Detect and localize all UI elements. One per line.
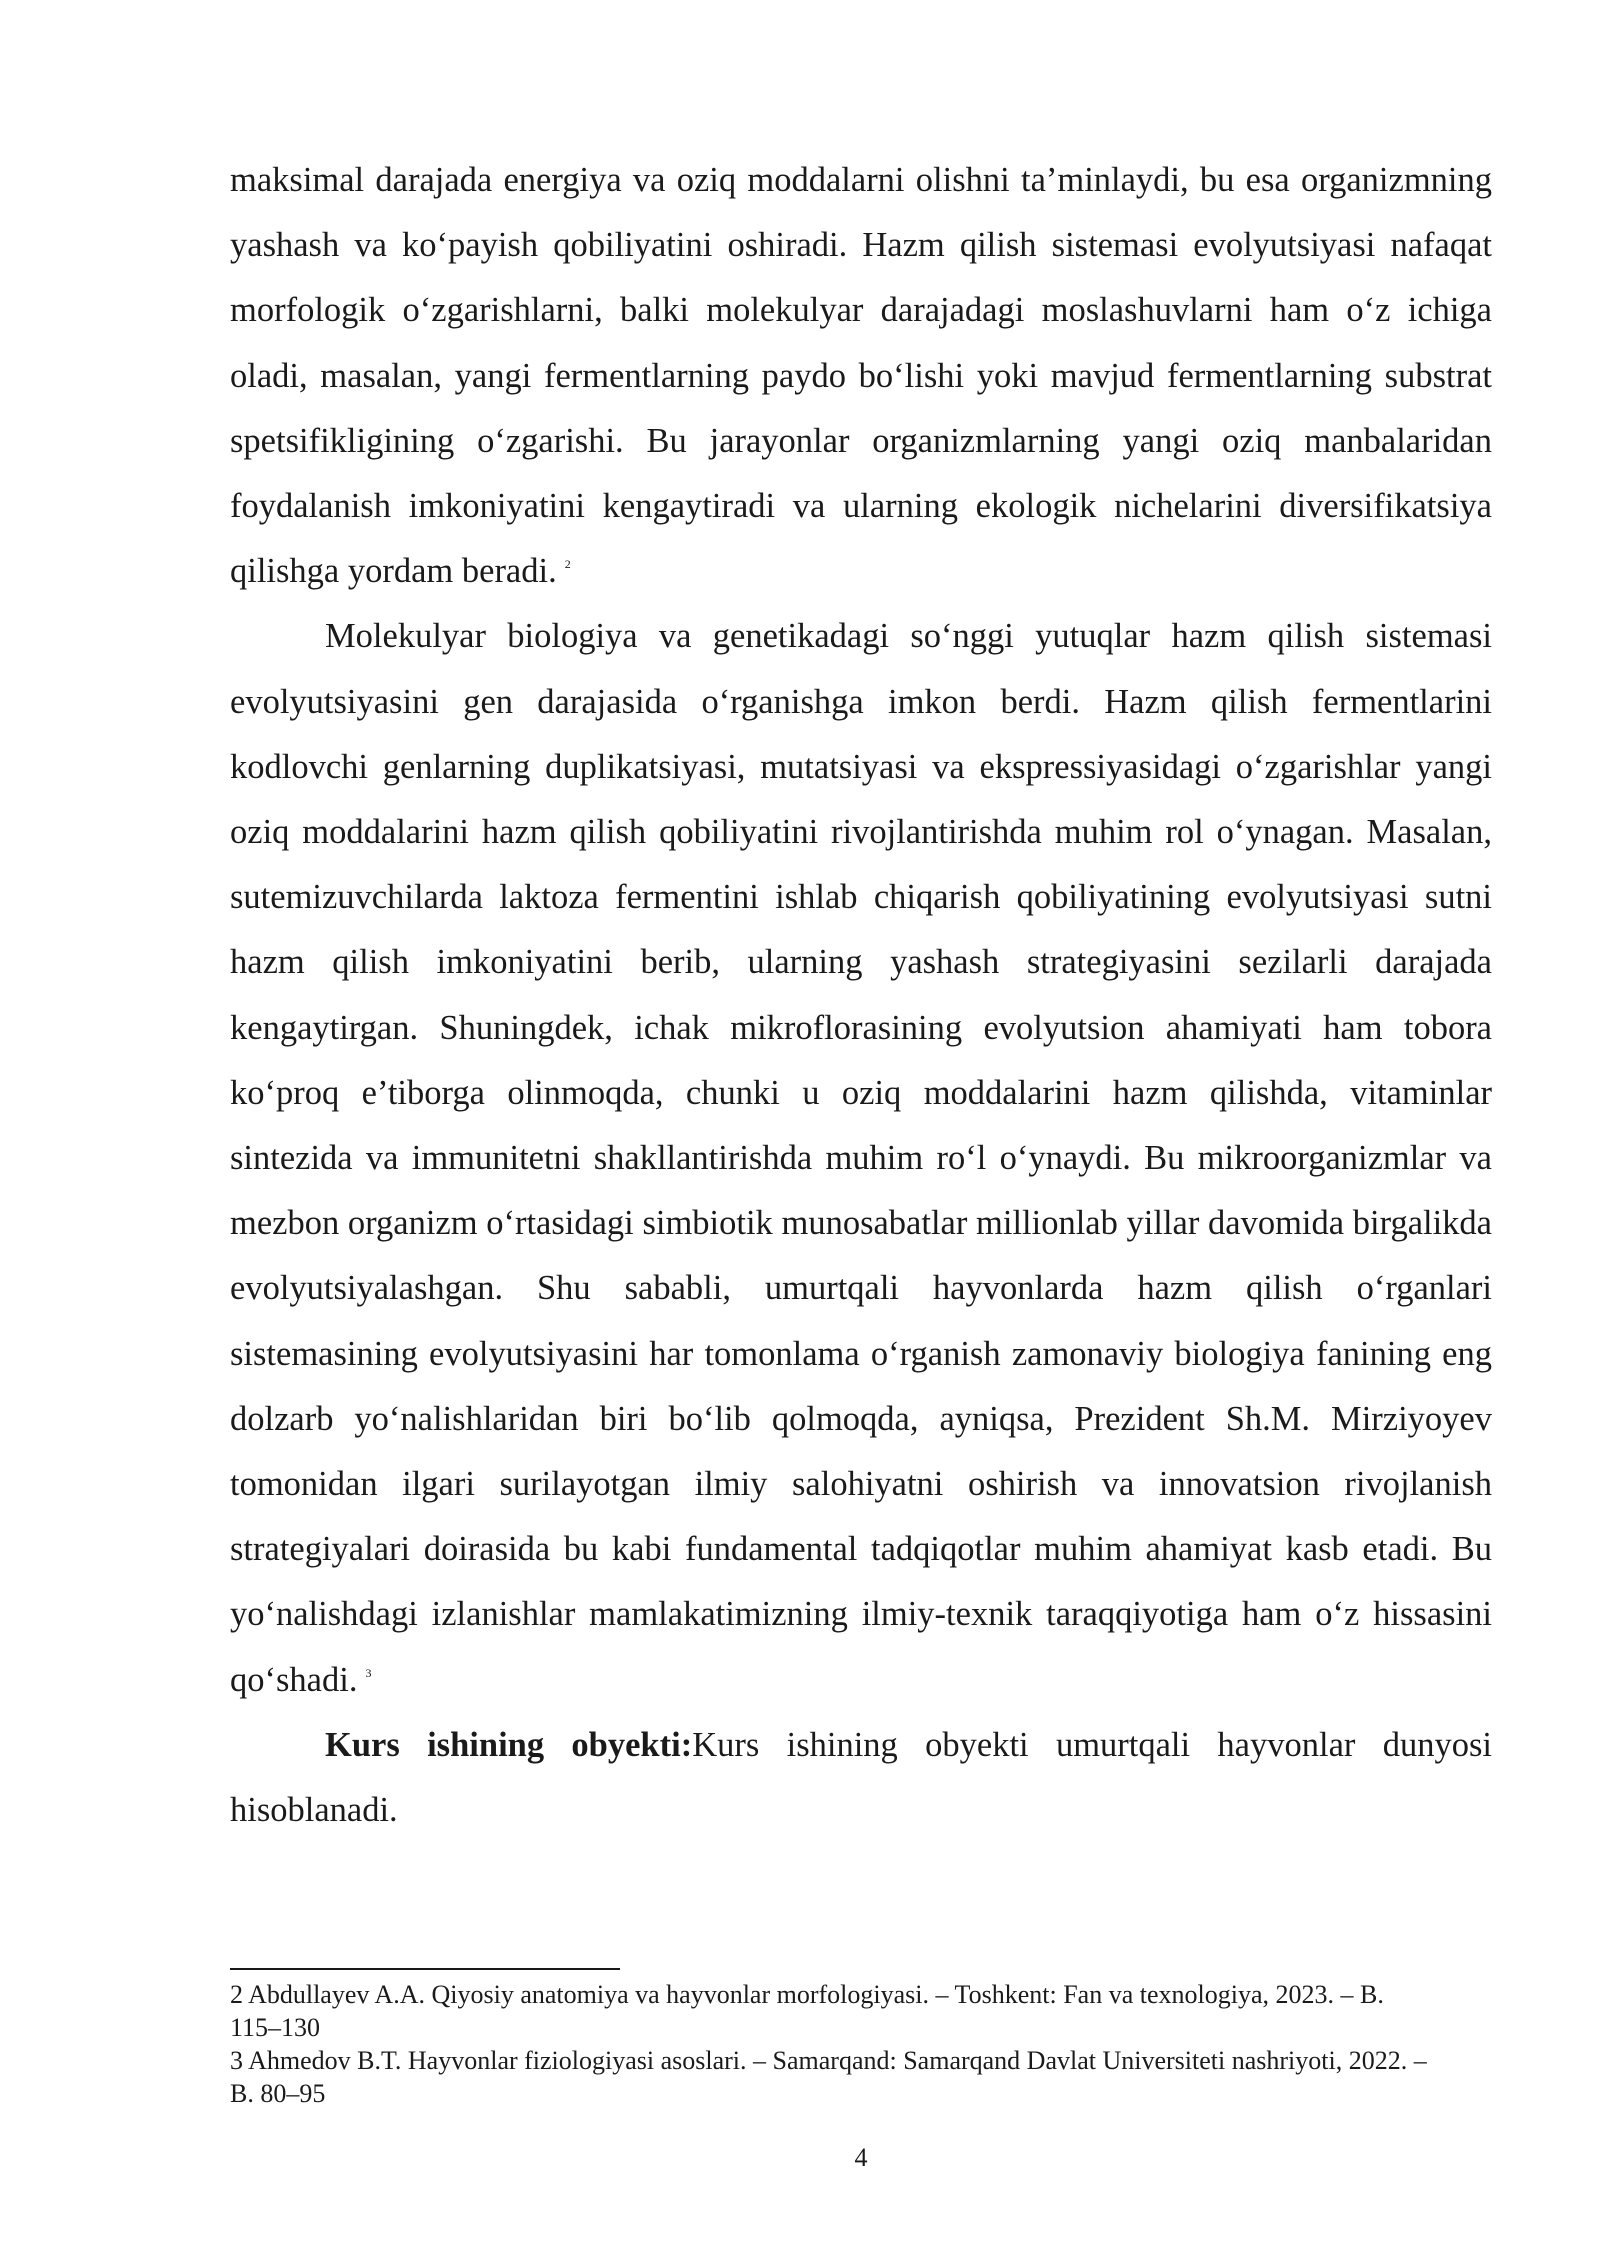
document-body xyxy=(230,148,1492,1843)
paragraph-2 xyxy=(230,604,1492,1712)
footnotes xyxy=(230,1978,1492,2110)
paragraph-2-text: Molekulyar biologiya va genetikadagi so‘nggi yutuqlar hazm qilish sistemasi evolyutsiyasini gen darajasida o‘rganishga imkon berdi. Hazm qilish fermentlarini kodlovchi genlarning duplikatsiyasi, mutatsiyasi va ekspressiyasidagi o‘zgarishlar yangi oziq moddalarini hazm qilish qobiliyatini rivojlantirishda muhim rol o‘ynagan. Masalan, sutemizuvchilarda laktoza fermentini ishlab chiqarish qobiliyatining evolyutsiyasi sutni hazm qilish imkoniyatini berib, ularning yashash strategiyasini sezilarli darajada kengaytirgan. Shuningdek, ichak mikroflorasining evolyutsion ahamiyati ham tobora ko‘proq e’tiborga olinmoqda, chunki u oziq moddalarini hazm qilishda, vitaminlar sintezida va immunitetni shakllantirishda muhim ro‘l o‘ynaydi. Bu mikroorganizmlar va mezbon organizm o‘rtasidagi simbiotik munosabatlar millionlab yillar davomida birgalikda evolyutsiyalashgan. Shu sababli, umurtqali hayvonlarda hazm qilish o‘rganlari sistemasining evolyutsiyasini har tomonlama o‘rganish zamonaviy biologiya fanining eng dolzarb yo‘nalishlaridan biri bo‘lib qolmoqda, ayniqsa, Prezident Sh.M. Mirziyoyev tomonidan ilgari surilayotgan ilmiy salohiyatni oshirish va innovatsion rivojlanish strategiyalari doirasida bu kabi fundamental tadqiqotlar muhim ahamiyat kasb etadi. Bu yo‘nalishdagi izlanishlar mamlakatimizning ilmiy-texnik taraqqiyotiga ham o‘z hissasini qo‘shadi. xyxy=(230,617,1492,1699)
footnote-2: 2 Abdullayev A.A. Qiyosiy anatomiya va hayvonlar morfologiyasi. – Toshkent: Fan va texnologiya, 2023. – B. 115–130 xyxy=(230,1980,1384,2042)
footnote-ref-3: 3 xyxy=(365,1665,372,1680)
footnote-separator xyxy=(230,1968,620,1970)
page-number: 4 xyxy=(854,2143,868,2172)
footnote-ref-2: 2 xyxy=(564,557,571,572)
paragraph-1-text: maksimal darajada energiya va oziq moddalarni olishni ta’minlaydi, bu esa organizmning yashash va ko‘payish qobiliyatini oshiradi. Hazm qilish sistemasi evolyutsiyasi nafaqat morfologik o‘zgarishlarni, balki molekulyar darajadagi moslashuvlarni ham o‘z ichiga oladi, masalan, yangi fermentlarning paydo bo‘lishi yoki mavjud fermentlarning substrat spetsifikligining o‘zgarishi. Bu jarayonlar organizmlarning yangi oziq manbalaridan foydalanish imkoniyatini kengaytiradi va ularning ekologik nichelarini diversifikatsiya qilishga yordam beradi. xyxy=(230,161,1492,591)
paragraph-1 xyxy=(230,148,1492,604)
paragraph-3-text: Kurs ishining obyekti umurtqali hayvonlar dunyosi hisoblanadi. xyxy=(230,1725,1492,1830)
object-heading: Kurs ishining obyekti: xyxy=(325,1725,693,1764)
footnote-3: 3 Ahmedov B.T. Hayvonlar fiziologiyasi asoslari. – Samarqand: Samarqand Davlat Universiteti nashriyoti, 2022. – B. 80–95 xyxy=(230,2046,1427,2108)
paragraph-3 xyxy=(230,1713,1492,1843)
